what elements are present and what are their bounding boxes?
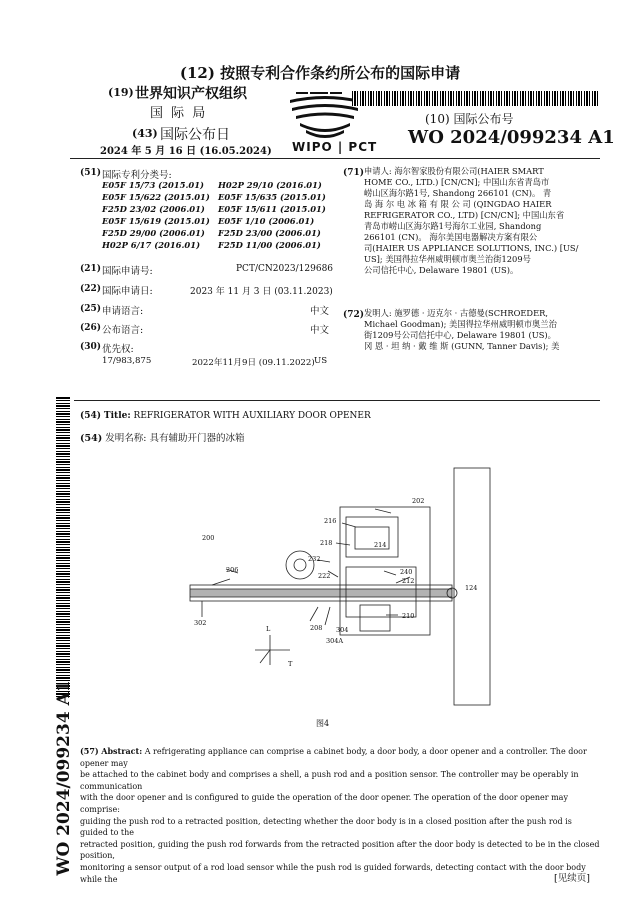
lang-pub-code: (26) [80,323,102,333]
abstract-line: with the door opener and is configured to guide the operation of the door opener. The operation of the door opener may comprise: [80,793,568,814]
lang-pub-label: 公布语言: [102,325,144,336]
org-code: (19) [108,86,134,99]
abstract-line: be attached to the cabinet body and comprises a shell, a push rod and a position sensor. The controller may be operably in communication [80,770,579,791]
pub-no: WO 2024/099234 A1 [408,127,615,148]
ipc-row: E05F 15/622 (2015.01) E05F 15/635 (2015.01) [102,192,326,202]
applicant-line: 申请人: 海尔智家股份有限公司(HAIER SMART [364,166,544,176]
title-en-label: Title: [103,411,131,421]
fig-label-232: 232 [308,555,321,563]
org-bureau: 国 际 局 [150,106,208,121]
priority-code: (30) [80,342,102,352]
fig-axis-t: T [288,660,293,668]
abstract-line: guiding the push rod to a retracted position, detecting whether the door body is in a closed position after the push rod is guided to the [80,816,572,838]
priority-label: 优先权: [102,344,134,355]
fig-label-304: 304 [336,626,349,634]
app-no-value: PCT/CN2023/129686 [236,264,334,274]
fig-label-208: 208 [310,624,323,632]
abstract-block [80,746,600,885]
header-barcode [352,91,599,106]
app-no-label: 国际申请号: [102,266,153,277]
wipo-logo-text: WIPO | PCT [292,140,378,154]
fig-label-210: 210 [402,612,415,620]
applicant-line: 岛 海 尔 电 冰 箱 有 限 公 司 (QINGDAO HAIER [364,199,552,209]
side-barcode [56,397,70,697]
fig-label-302: 302 [194,619,207,627]
applicants-code: (71) [343,168,365,178]
pub-date-label: 国际公布日 [160,127,230,143]
inventor-line: 街1209号公司信托中心, Delaware 19801 (US)。 [364,330,556,340]
fig-label-218: 218 [320,539,333,547]
inventor-line: 发明人: 施罗德 · 迈克尔 · 古德曼(SCHROEDER, [364,308,549,318]
abstract-line: (57) Abstract: A refrigerating appliance can comprise a cabinet body, a door body, a door opener and a controller. The door opener may [80,746,587,768]
fig-label-202: 202 [412,497,425,505]
fig-label-216: 216 [324,517,337,525]
priority-no: 17/983,875 [102,356,152,366]
fig-label-200: 200 [202,534,215,542]
fig-axis-l: L [266,625,271,633]
applicants-block [364,166,600,276]
inventor-line: 冈 恩 · 坦 纳 · 戴 维 斯 (GUNN, Tanner Davis); 美 [364,341,560,351]
fig-label-240: 240 [400,568,413,576]
ipc-code: (51) [80,168,102,178]
abstract-line: retracted position, guiding the push rod forwards from the retracted position after the door body is detected to be in the closed position, [80,839,600,861]
inventor-line: Michael Goodman); 美国得拉华州威明顿市奥兰治 [364,319,557,329]
ipc-row: E05F 15/619 (2015.01) E05F 1/10 (2006.01) [102,216,315,226]
figure-caption: 图4 [316,719,330,728]
door-opener-drawing [160,465,500,735]
abstract-line: monitoring a sensor output of a rod load sensor while the push rod is guided forwards, detecting contact with the door body while the [80,862,586,884]
priority-country: US [314,356,328,366]
patent-figure [160,465,500,735]
fig-label-206: 206 [226,566,239,574]
pub-date-code: (43) [132,127,158,140]
lang-filing-value: 中文 [310,306,330,317]
applicant-line: 司(HAIER US APPLIANCE SOLUTIONS, INC.) [US/ [364,243,579,253]
priority-date: 2022年11月9日 (09.11.2022) [192,358,315,368]
app-no-code: (21) [80,264,102,274]
title-zh [80,430,245,444]
filing-code: (22) [80,284,102,294]
fig-label-214: 214 [374,541,387,549]
applicant-line: 266101 (CN)。 海尔美国电器解决方案有限公 [364,232,538,242]
title-en [80,411,371,421]
fig-label-124: 124 [465,584,478,592]
ipc-label: 国际专利分类号: [102,170,172,181]
pub-no-label: (10) 国际公布号 [425,112,514,126]
continued-note: [见续页] [554,873,590,884]
filing-value: 2023 年 11 月 3 日 (03.11.2023) [190,287,333,297]
ipc-row: F25D 29/00 (2006.01) F25D 23/00 (2006.01) [102,228,321,238]
ipc-row: F25D 23/02 (2006.01) E05F 15/611 (2015.01) [102,204,326,214]
org-name: 世界知识产权组织 [135,86,247,102]
fig-label-304a: 304A [326,637,344,645]
header-divider [70,158,600,159]
title-zh-label: 发明名称: [105,433,147,444]
title-en-text: REFRIGERATOR WITH AUXILIARY DOOR OPENER [133,411,371,421]
applicant-line: 公司信托中心, Delaware 19801 (US)。 [364,265,519,275]
title-divider [74,400,600,401]
inventors-block [364,308,600,352]
abstract-label: Abstract: [101,746,143,756]
applicant-line: HOME CO., LTD.) [CN/CN]; 中国山东省青岛市 [364,177,550,187]
title-en-code: (54) [80,411,102,421]
title-zh-text: 具有辅助开门器的冰箱 [149,433,245,444]
title-zh-code: (54) [80,433,103,444]
ipc-row: E05F 15/73 (2015.01) H02P 29/10 (2016.01) [102,180,322,190]
lang-filing-code: (25) [80,304,102,314]
main-title: (12) 按照专利合作条约所公布的国际申请 [179,64,461,82]
applicant-line: 崂山区海尔路1号, Shandong 266101 (CN)。 青 [364,188,552,198]
abstract-code: (57) [80,746,99,756]
applicant-line: 青岛市崂山区海尔路1号海尔工业园, Shandong [364,221,542,231]
inventors-code: (72) [343,310,365,320]
applicant-line: REFRIGERATOR CO., LTD) [CN/CN]; 中国山东省 [364,210,565,220]
pub-date-value: 2024 年 5 月 16 日 (16.05.2024) [100,146,272,157]
ipc-row: H02P 6/17 (2016.01) F25D 11/00 (2006.01) [102,240,321,250]
fig-label-212: 212 [402,577,415,585]
filing-label: 国际申请日: [102,286,153,297]
lang-filing-label: 申请语言: [102,306,144,317]
applicant-line: US]; 美国得拉华州威明顿市奥兰治街1209号 [364,254,531,264]
side-pub-no: WO 2024/099234 A1 [54,680,74,876]
fig-label-222: 222 [318,572,331,580]
lang-pub-value: 中文 [310,325,330,336]
